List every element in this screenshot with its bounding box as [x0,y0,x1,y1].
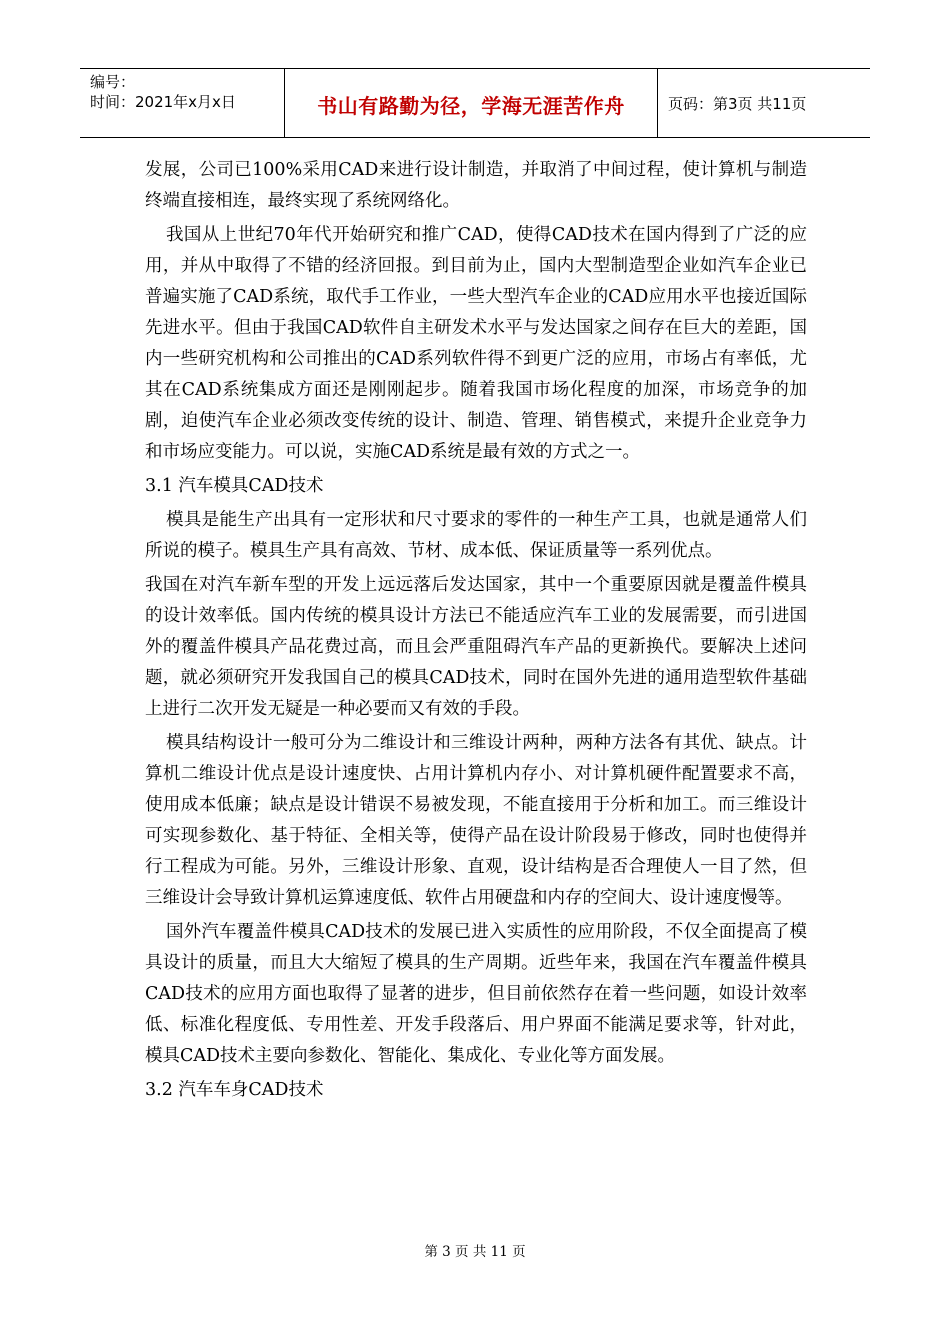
header-meta-cell [80,69,285,137]
page-header [80,68,870,138]
section-heading: 3.2 汽车车身CAD技术 [145,1080,324,1100]
paragraph: 我国在对汽车新车型的开发上远远落后发达国家，其中一个重要原因就是覆盖件模具的设计效率低。国内传统的模具设计方法已不能适应汽车工业的发展需要，而引进国外的覆盖件模具产品花费过高，而且会严重阻碍汽车产品的更新换代。要解决上述问题，就必须研究开发我国自己的模具CAD技术，同时在国外先进的通用造型软件基础上进行二次开发无疑是一种必要而又有效的手段。 [145,575,807,719]
paragraph: 国外汽车覆盖件模具CAD技术的发展已进入实质性的应用阶段，不仅全面提高了模具设计的质量，而且大大缩短了模具的生产周期。近些年来，我国在汽车覆盖件模具CAD技术的应用方面也取得了显著的进步，但目前依然存在着一些问题，如设计效率低、标准化程度低、专用性差、开发手段落后、用户界面不能满足要求等，针对此，模具CAD技术主要向参数化、智能化、集成化、专业化等方面发展。 [145,922,807,1066]
section-heading: 3.1 汽车模具CAD技术 [145,476,324,496]
document-date: 时间：2021年x月x日 [90,93,236,111]
paragraph: 模具是能生产出具有一定形状和尺寸要求的零件的一种生产工具，也就是通常人们所说的模子。模具生产具有高效、节材、成本低、保证质量等一系列优点。 [145,510,807,561]
header-page-info: 页码：第3页 共11页 [668,94,807,113]
document-number-label: 编号： [90,73,136,91]
document-body [145,155,807,1109]
page-footer: 第 3 页 共 11 页 [424,1244,526,1260]
header-page-cell [658,69,870,137]
paragraph: 发展，公司已100%采用CAD来进行设计制造，并取消了中间过程，使计算机与制造终端直接相连，最终实现了系统网络化。 [145,160,807,211]
paragraph: 我国从上世纪70年代开始研究和推广CAD，使得CAD技术在国内得到了广泛的应用，并从中取得了不错的经济回报。到目前为止，国内大型制造型企业如汽车企业已普遍实施了CAD系统，取代手工作业，一些大型汽车企业的CAD应用水平也接近国际先进水平。但由于我国CAD软件自主研发术水平与发达国家之间存在巨大的差距，国内一些研究机构和公司推出的CAD系列软件得不到更广泛的应用，市场占有率低，尤其在CAD系统集成方面还是刚刚起步。随着我国市场化程度的加深，市场竞争的加剧，迫使汽车企业必须改变传统的设计、制造、管理、销售模式，来提升企业竞争力和市场应变能力。可以说，实施CAD系统是最有效的方式之一。 [145,225,807,462]
header-motto-cell [285,69,658,137]
header-motto: 书山有路勤为径，学海无涯苦作舟 [317,93,625,118]
paragraph: 模具结构设计一般可分为二维设计和三维设计两种，两种方法各有其优、缺点。计算机二维设计优点是设计速度快、占用计算机内存小、对计算机硬件配置要求不高，使用成本低廉；缺点是设计错误不易被发现，不能直接用于分析和加工。而三维设计可实现参数化、基于特征、全相关等，使得产品在设计阶段易于修改，同时也使得并行工程成为可能。另外，三维设计形象、直观，设计结构是否合理使人一目了然，但三维设计会导致计算机运算速度低、软件占用硬盘和内存的空间大、设计速度慢等。 [145,733,807,908]
